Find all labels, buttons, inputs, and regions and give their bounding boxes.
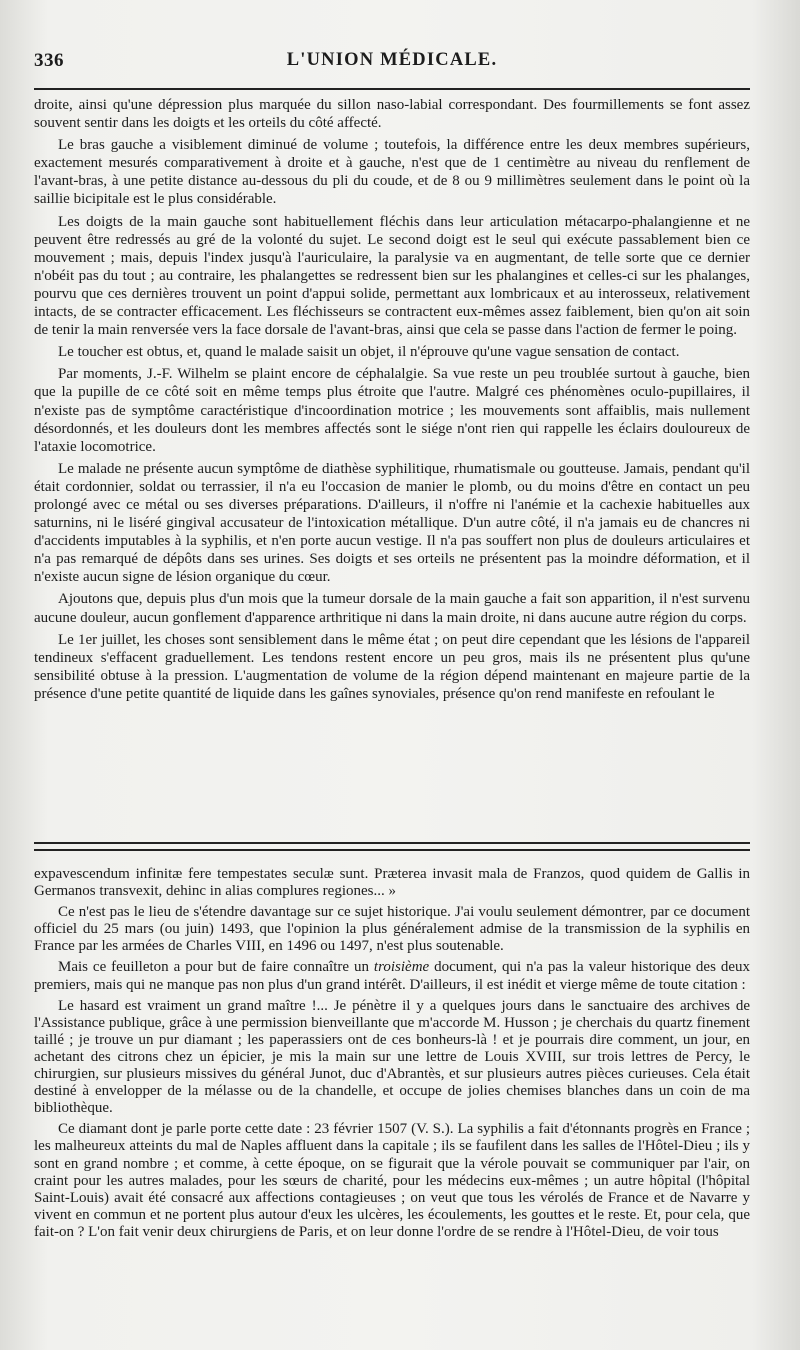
page-header	[34, 50, 750, 80]
paragraph: Mais ce feuilleton a pour but de faire connaître un troisième document, qui n'a pas la valeur historique des deux premiers, mais qui ne manque pas non plus d'un grand intérêt. D'ailleurs, il est inédit et vierge même de toute citation :	[34, 959, 750, 993]
paragraph: expavescendum infinitæ fere tempestates seculæ sunt. Præterea invasit mala de Franzos, quod quidem de Gallis in Germanos transvexit, dehinc in alias complures regiones... »	[34, 866, 750, 900]
paragraph: Les doigts de la main gauche sont habituellement fléchis dans leur articulation métacarpo-phalangienne et ne peuvent être redressés au gré de la volonté du sujet. Le second doigt est le seul qui exécute passablement bien ce mouvement ; mais, depuis l'index jusqu'à l'auriculaire, la paralysie va en augmentant, de telle sorte que ce dernier n'obéit pas du tout ; au contraire, les phalangettes se redressent bien sur les phalangines et celles-ci sur les phalanges, pourvu que ces dernières trouvent un point d'appui solide, permettant aux lombricaux et au interosseux, relativement intacts, de se contracter efficacement. Les fléchisseurs se contractent eux-mêmes assez faiblement, bien qu'on ait soin de tenir la main renversée vers la face dorsale de l'avant-bras, ainsi que cela se passe dans l'action de fermer le poing.	[34, 213, 750, 339]
clinical-observation-text	[34, 96, 750, 707]
paragraph: Le 1er juillet, les choses sont sensiblement dans le même état ; on peut dire cependant que les lésions de l'appareil tendineux s'effacent graduellement. Les tendons restent encore un peu gros, mais ils ne présentent plus qu'une sensibilité obtuse à la pression. L'augmentation de volume de la région dépend maintenant en majeure partie de la présence d'une petite quantité de liquide dans les gaînes synoviales, présence qu'on rend manifeste en refoulant le	[34, 631, 750, 702]
running-title: L'UNION MÉDICALE.	[286, 50, 498, 70]
paragraph: Le hasard est vraiment un grand maître !... Je pénètre il y a quelques jours dans le sanctuaire des archives de l'Assistance publique, grâce à une permission bienveillante que m'accorde M. Husson ; je cherchais du quartz finement taillé ; je trouve un pur diamant ; les paperassiers ont de ces bonheurs-là ! et je pourrais dire comment, un jour, en achetant des citrons chez un épicier, je mis la main sur une lettre de Louis XVIII, sur trois lettres de Percy, le chirurgien, sur plusieurs missives du général Junot, duc d'Abrantès, et sur plusieurs autres pièces curieuses. Cela était destiné à envelopper de la mélasse ou de la chandelle, et occupe de jolies chemises blanches dans un coin de ma bibliothèque.	[34, 997, 750, 1117]
paragraph: Par moments, J.-F. Wilhelm se plaint encore de céphalalgie. Sa vue reste un peu troublée surtout à gauche, bien que la pupille de ce côté soit en même temps plus étroite que l'autre. Malgré ces phénomènes oculo-pupillaires, il n'existe pas de symptôme caractéristique d'incoordination motrice ; les mouvements sont affaiblis, mais nullement désordonnés, et les douleurs dont les membres affectés sont le siége n'ont rien qui rappelle les éclairs douloureux de l'ataxie locomotrice.	[34, 366, 750, 455]
paragraph: Le bras gauche a visiblement diminué de volume ; toutefois, la différence entre les deux membres supérieurs, exactement mesurés comparativement à droite et à gauche, n'est que de 1 centimètre au niveau du renflement de l'avant-bras, à une petite distance au-dessous du pli du coude, et de 8 ou 9 millimètres seulement dans le point où la saillie bicipitale est le plus considérable.	[34, 137, 750, 208]
paragraph: Ce n'est pas le lieu de s'étendre davantage sur ce sujet historique. J'ai voulu seulement démontrer, par ce document officiel du 25 mars (ou juin) 1493, que l'opinion la plus généralement admise de la transmission de la syphilis en France par les armées de Charles VIII, en 1496 ou 1497, n'est plus soutenable.	[34, 904, 750, 955]
feuilleton-divider	[34, 842, 750, 851]
page-number: 336	[34, 50, 64, 71]
feuilleton-text	[34, 866, 750, 1245]
emphasized-word: troisième	[373, 959, 430, 976]
paragraph: droite, ainsi qu'une dépression plus marquée du sillon naso-labial correspondant. Des fourmillements se font assez souvent sentir dans les doigts et les orteils du côté affecté.	[34, 97, 750, 132]
paragraph: Le toucher est obtus, et, quand le malade saisit un objet, il n'éprouve qu'une vague sensation de contact.	[58, 344, 680, 361]
paragraph: Ajoutons que, depuis plus d'un mois que la tumeur dorsale de la main gauche a fait son apparition, il n'est survenu aucune douleur, aucun gonflement d'apparence arthritique ni dans la main droite, ni dans aucune autre région du corps.	[34, 591, 750, 626]
paragraph: Ce diamant dont je parle porte cette date : 23 février 1507 (V. S.). La syphilis a fait d'étonnants progrès en France ; les malheureux atteints du mal de Naples affluent dans la capitale ; ils se faufilent dans les salles de l'Hôtel-Dieu ; ils y sont en grand nombre ; et comme, à cette époque, on se figurait que la vérole pouvait se communiquer par l'air, on craint pour les autres malades, pour les sœurs de charité, pour les médecins eux-mêmes ; un autre hôpital (l'hôpital Saint-Louis) avait été consacré aux affections contagieuses ; on veut que tous les vérolés de France et de Navarre y vivent en commun et ne portent plus autour d'eux les ulcères, les écoulements, les gouttes et le reste. Et, pour cela, que fait-on ? L'on fait venir deux chirurgiens de Paris, et on leur donne l'ordre de se rendre à l'Hôtel-Dieu, de voir tous	[34, 1121, 750, 1240]
header-rule	[34, 88, 750, 90]
paragraph: Le malade ne présente aucun symptôme de diathèse syphilitique, rhumatismale ou goutteuse. Jamais, pendant qu'il était cordonnier, soldat ou terrassier, il n'a eu l'occasion de manier le plomb, ou du moins d'être en contact un peu prolongé avec ce métal ou ses diverses préparations. D'ailleurs, il n'offre ni l'anémie et la cachexie habituelles aux saturnins, ni le liséré gingival accusateur de l'intoxication métallique. D'un autre côté, il n'a jamais eu de chancres ni d'accidents imputables à la syphilis, et n'en porte aucun vestige. Il n'a pas souffert non plus de douleurs articulaires et n'a pas remarqué de dépôts dans ses urines. Ses doigts et ses orteils ne présentent pas la moindre déformation, et il n'existe aucun signe de lésion organique du cœur.	[34, 460, 750, 586]
